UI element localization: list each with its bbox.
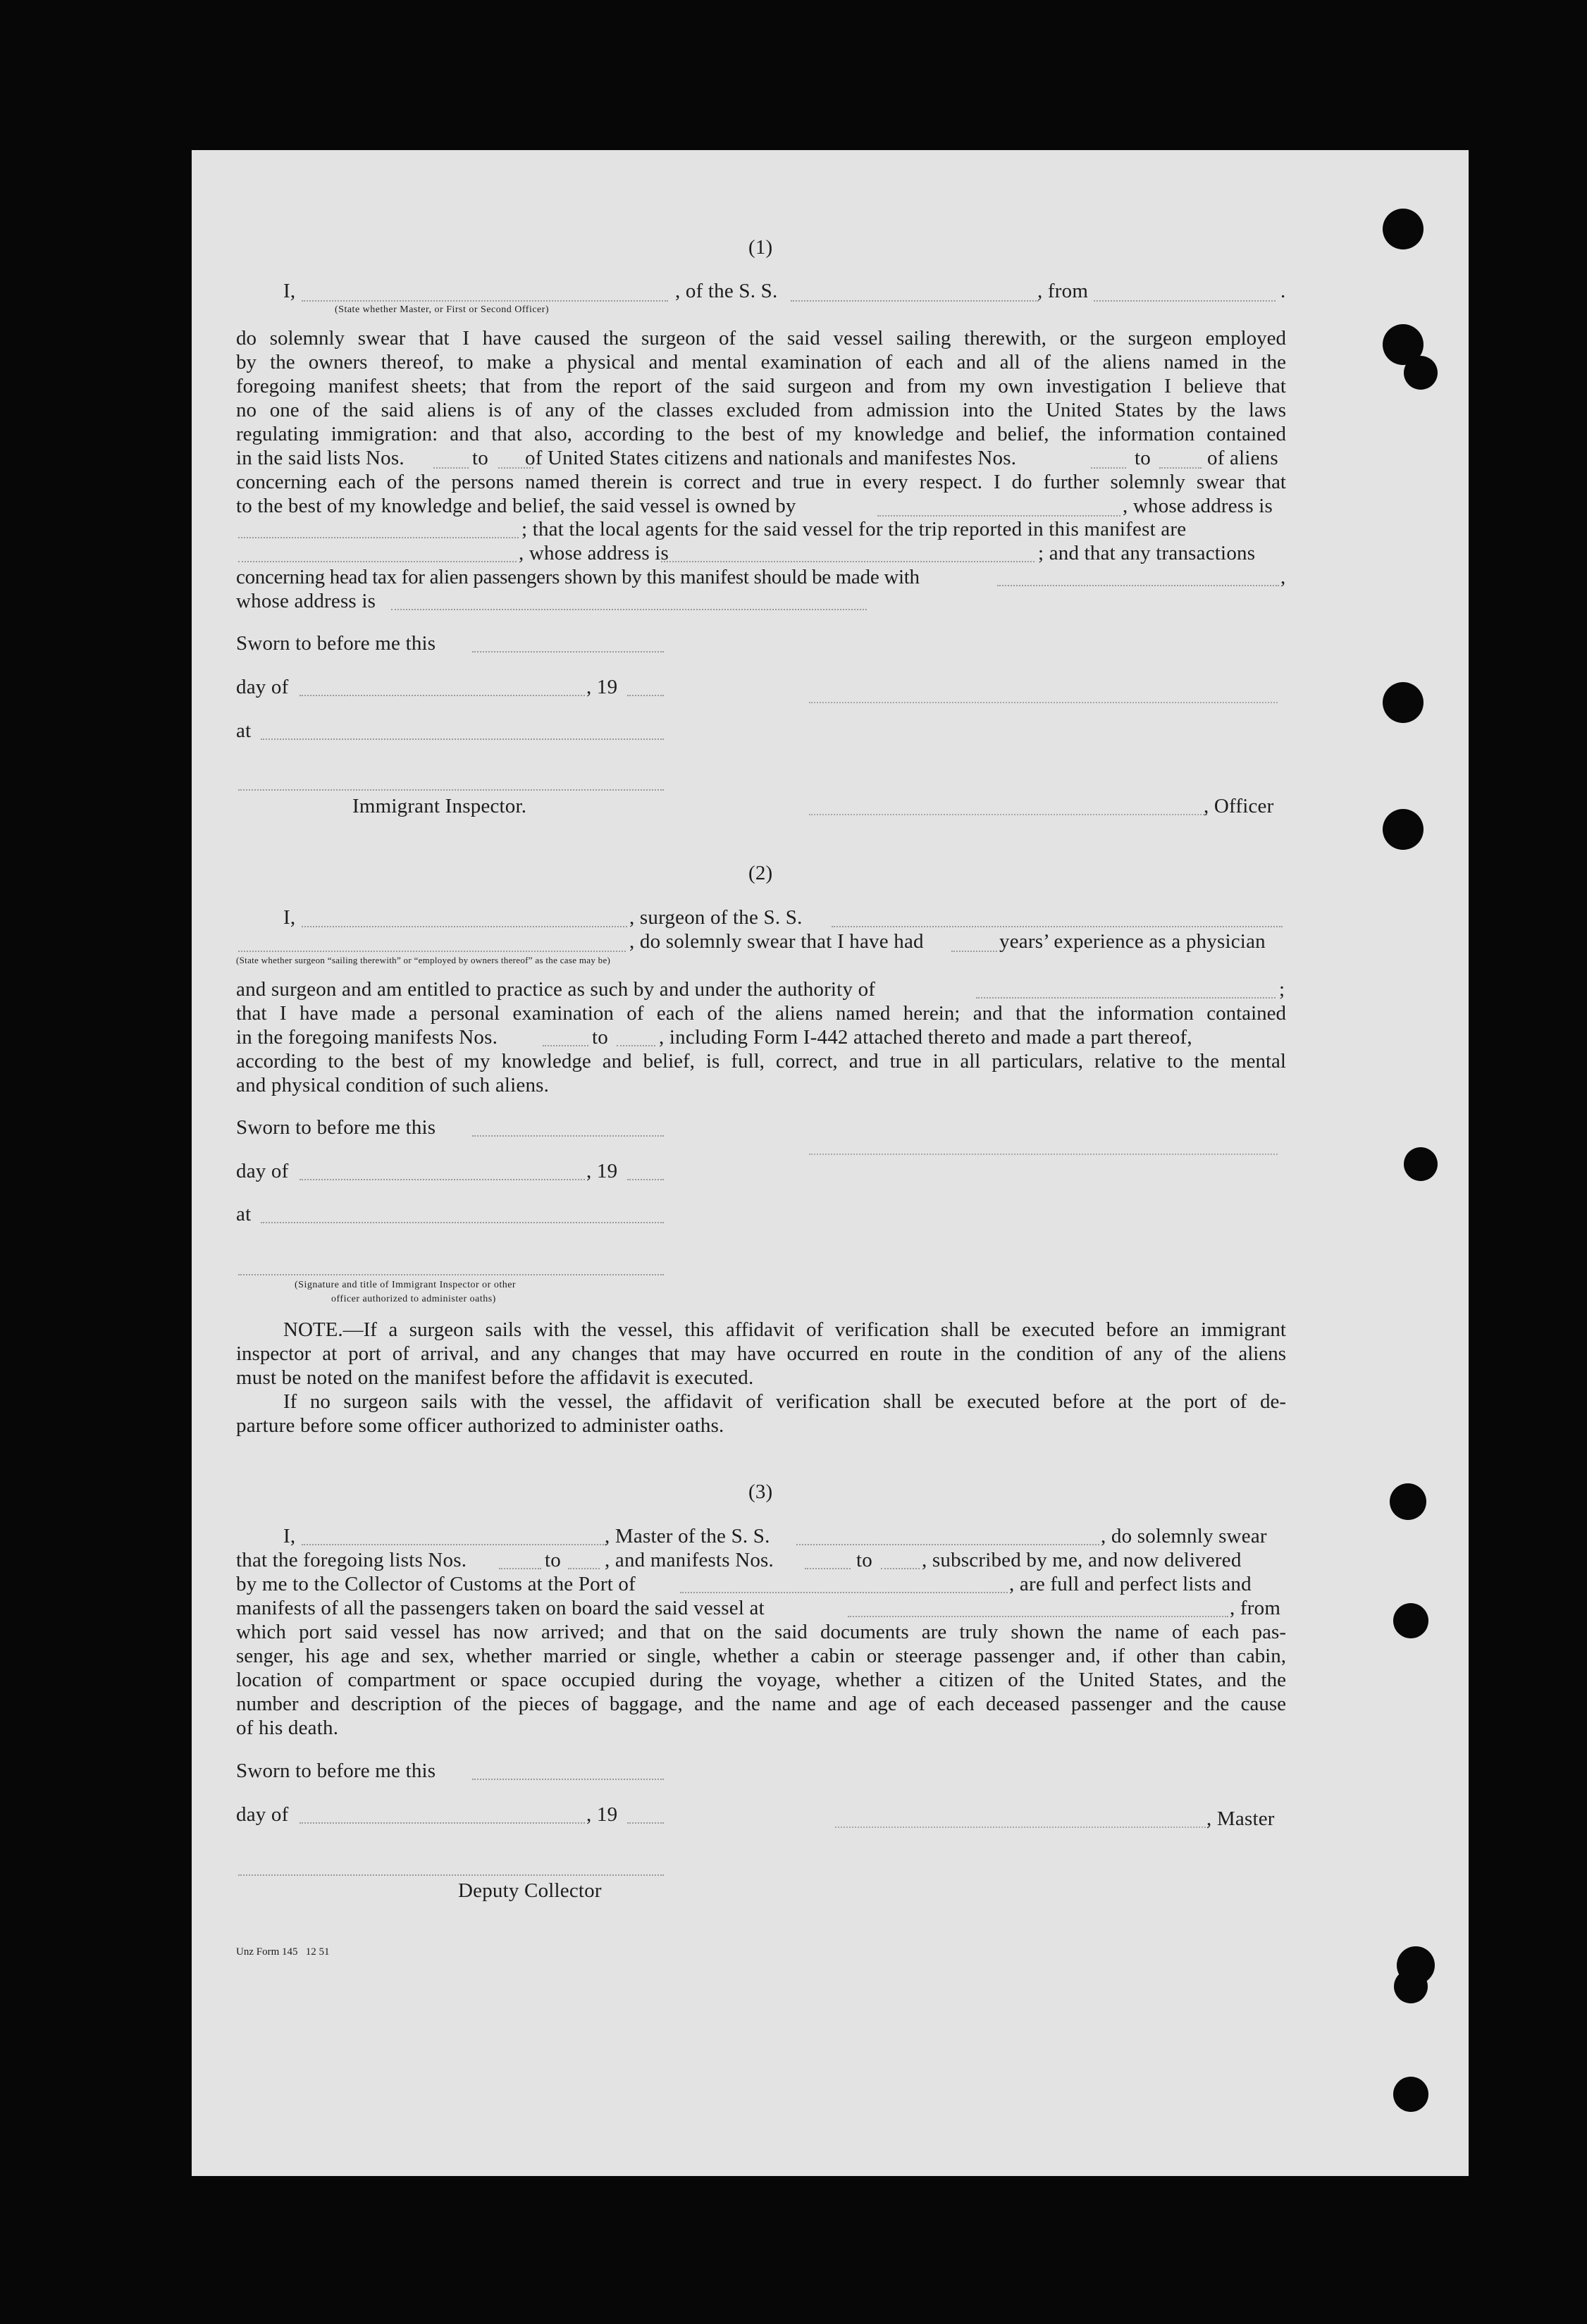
s2-surgeon-of: , surgeon of the S. S. — [629, 906, 803, 929]
s3-master-signature-line[interactable] — [835, 1827, 1209, 1828]
s1-intro: I, — [283, 280, 296, 302]
form-identifier: Unz Form 145 12 51 — [236, 1946, 330, 1958]
s2-note-line: parture before some officer authorized to administer oaths. — [236, 1414, 724, 1437]
s1-agents-field[interactable] — [238, 561, 517, 562]
s2-years-experience: years’ experience as a physician — [999, 930, 1266, 953]
s2-form-label: , including Form I-442 attached thereto and made a part thereof, — [659, 1026, 1192, 1049]
s1-officer-line[interactable] — [809, 814, 1207, 815]
s1-sworn-field[interactable] — [472, 651, 664, 653]
s1-paragraph-line: concerning each of the persons named therein is correct and true in every respect. I do further solemnly swear that — [236, 471, 1286, 493]
s3-manifests-to: to — [856, 1549, 872, 1571]
s3-embark-port-field[interactable] — [848, 1616, 1228, 1617]
punch-hole — [1404, 356, 1438, 390]
s3-year: , 19 — [586, 1803, 618, 1826]
s2-vessel-field[interactable] — [832, 926, 1283, 927]
s2-swear: , do solemnly swear that I have had — [629, 930, 924, 953]
s3-manifests-to-field[interactable] — [881, 1568, 920, 1569]
s3-day-field[interactable] — [300, 1822, 585, 1824]
s1-lists-label: in the said lists Nos. — [236, 447, 405, 469]
s1-head-tax-label: concerning head tax for alien passengers shown by this manifest should be made with — [236, 566, 920, 588]
s1-sworn: Sworn to before me this — [236, 632, 436, 655]
s1-year-field[interactable] — [627, 695, 664, 696]
s3-deputy-line[interactable] — [238, 1874, 664, 1876]
s1-agents-address-label: , whose address is — [519, 542, 669, 564]
s2-day-of: day of — [236, 1160, 289, 1182]
s3-paragraph-line: senger, his age and sex, whether married or single, whether a cabin or steerage passenger and, if other than cabin, — [236, 1645, 1286, 1667]
s1-manifests-to: to — [1135, 447, 1151, 469]
s1-of-aliens: of aliens — [1207, 447, 1278, 469]
punch-hole — [1383, 209, 1424, 249]
s3-paragraph-end: of his death. — [236, 1717, 339, 1739]
s1-inspector: Immigrant Inspector. — [352, 795, 527, 817]
s1-paragraph-line: do solemnly swear that I have caused the surgeon of the said vessel sailing therewith, or the surgeon employed — [236, 327, 1286, 350]
s1-owned-by-label: to the best of my knowledge and belief, the said vessel is owned by — [236, 495, 796, 517]
s3-vessel-field[interactable] — [796, 1544, 1099, 1545]
s1-paragraph-line: foregoing manifest sheets; that from the report of the said surgeon and from my own investigation I believe that — [236, 375, 1286, 397]
s3-lists-from-field[interactable] — [499, 1568, 541, 1569]
s3-master-of: , Master of the S. S. — [605, 1525, 770, 1547]
s1-at: at — [236, 719, 252, 742]
s1-citizens-label: of United States citizens and nationals and manifestes Nos. — [525, 447, 1017, 469]
section-1-number: (1) — [748, 236, 773, 259]
s3-lists-label: that the foregoing lists Nos. — [236, 1549, 467, 1571]
punch-hole — [1393, 1603, 1428, 1638]
s2-years-field[interactable] — [951, 951, 997, 952]
s2-manifests-to-field[interactable] — [617, 1045, 655, 1046]
s2-intro: I, — [283, 906, 296, 929]
s2-signature-note: (Signature and title of Immigrant Inspector or other — [295, 1280, 517, 1290]
s1-paragraph-line: by the owners thereof, to make a physical and mental examination of each and all of the aliens named in the — [236, 351, 1286, 373]
s3-taken-on-board: manifests of all the passengers taken on board the said vessel at — [236, 1597, 765, 1619]
s3-lists-to: to — [545, 1549, 561, 1571]
s1-head-tax-address-field[interactable] — [391, 609, 867, 610]
s2-at: at — [236, 1203, 252, 1225]
s3-paragraph-line: number and description of the pieces of baggage, and the name and age of each deceased passenger and the cause — [236, 1693, 1286, 1715]
s1-owner-field[interactable] — [877, 515, 1120, 517]
s3-manifests-label: , and manifests Nos. — [605, 1549, 774, 1571]
s2-manifests-label: in the foregoing manifests Nos. — [236, 1026, 498, 1049]
s3-paragraph-line: location of compartment or space occupied during the voyage, whether a citizen of the United States, and the — [236, 1669, 1286, 1691]
s3-paragraph-line: which port said vessel has now arrived; and that on the said documents are truly shown the name of each pas- — [236, 1621, 1286, 1643]
s2-paragraph-line: that I have made a personal examination of each of the aliens named herein; and that the information contained — [236, 1002, 1286, 1025]
s1-of-the-ss: , of the S. S. — [675, 280, 778, 302]
s1-agents-label: ; that the local agents for the said vessel for the trip reported in this manifest are — [521, 518, 1187, 540]
s2-manifests-from-field[interactable] — [543, 1045, 588, 1046]
s2-authority-label: and surgeon and am entitled to practice as such by and under the authority of — [236, 978, 876, 1001]
section-2-number: (2) — [748, 862, 773, 884]
s1-agents-address-field[interactable] — [661, 561, 1035, 562]
s3-deputy-collector: Deputy Collector — [458, 1879, 602, 1902]
s2-signature-line[interactable] — [809, 1154, 1278, 1155]
punch-hole — [1394, 1970, 1428, 2003]
s3-from: , from — [1230, 1597, 1281, 1619]
s1-owner-address-label: , whose address is — [1123, 495, 1273, 517]
s2-paragraph-end: and physical condition of such aliens. — [236, 1074, 550, 1096]
s1-lists-to: to — [472, 447, 488, 469]
s1-owner-address-field[interactable] — [238, 537, 519, 538]
s2-note-line: NOTE.—If a surgeon sails with the vessel, this affidavit of verification shall be executed before an immigrant — [283, 1318, 1286, 1341]
s3-lists-to-field[interactable] — [568, 1568, 600, 1569]
s1-paragraph-line: regulating immigration: and that also, according to the best of my knowledge and belief, the information contained — [236, 423, 1286, 445]
s2-surgeon-name-field[interactable] — [302, 926, 627, 927]
s1-head-tax-field[interactable] — [997, 585, 1279, 586]
s2-year: , 19 — [586, 1160, 618, 1182]
s1-officer-name-field[interactable] — [302, 300, 668, 302]
s3-intro: I, — [283, 1525, 296, 1547]
s3-full-lists: , are full and perfect lists and — [1009, 1573, 1252, 1595]
s1-day-of: day of — [236, 676, 289, 698]
s1-signature-line[interactable] — [809, 702, 1278, 703]
s2-surgeon-note: (State whether surgeon “sailing therewith” or “employed by owners thereof” as the case may be) — [236, 955, 611, 965]
s1-from-field[interactable] — [1094, 300, 1276, 302]
s2-year-field[interactable] — [627, 1179, 664, 1180]
s1-manifests-from-field[interactable] — [1091, 467, 1126, 469]
punch-hole — [1383, 809, 1424, 850]
s1-day-field[interactable] — [300, 695, 585, 696]
s1-whose-address-label: whose address is — [236, 590, 376, 612]
s1-year: , 19 — [586, 676, 618, 698]
s1-at-field[interactable] — [261, 738, 664, 740]
s3-subscribed: , subscribed by me, and now delivered — [922, 1549, 1242, 1571]
s1-inspector-line[interactable] — [238, 789, 664, 791]
s3-master: , Master — [1206, 1807, 1275, 1830]
s2-note-line: If no surgeon sails with the vessel, the affidavit of verification shall be executed before at the port of de- — [283, 1390, 1286, 1413]
punch-hole — [1390, 1483, 1426, 1520]
s1-officer: , Officer — [1204, 795, 1274, 817]
s2-surgeon-type-field[interactable] — [238, 951, 626, 952]
s3-sworn-field[interactable] — [472, 1779, 664, 1780]
s3-manifests-from-field[interactable] — [805, 1568, 851, 1569]
punch-hole — [1383, 682, 1424, 723]
s3-port-label: by me to the Collector of Customs at the Port of — [236, 1573, 636, 1595]
s2-semicolon: ; — [1279, 978, 1285, 1001]
s2-inspector-signature-line[interactable] — [238, 1274, 664, 1275]
punch-hole — [1393, 2077, 1428, 2112]
s2-day-field[interactable] — [300, 1179, 585, 1180]
s2-note-line: inspector at port of arrival, and any changes that may have occurred en route in the condition of any of the aliens — [236, 1342, 1286, 1365]
s1-from: , from — [1037, 280, 1089, 302]
s2-paragraph-line: according to the best of my knowledge and belief, is full, correct, and true in all particulars, relative to the mental — [236, 1050, 1286, 1073]
s2-at-field[interactable] — [261, 1222, 664, 1223]
section-3-number: (3) — [748, 1481, 773, 1503]
s1-lists-from-field[interactable] — [433, 467, 469, 469]
s2-note-line: must be noted on the manifest before the affidavit is executed. — [236, 1366, 754, 1389]
s1-officer-note: (State whether Master, or First or Second Officer) — [335, 304, 550, 315]
s3-master-name-field[interactable] — [302, 1544, 606, 1545]
s2-authority-field[interactable] — [976, 997, 1276, 999]
s3-day-of: day of — [236, 1803, 289, 1826]
s3-sworn: Sworn to before me this — [236, 1760, 436, 1782]
s1-manifests-to-field[interactable] — [1159, 467, 1202, 469]
s3-swear: , do solemnly swear — [1101, 1525, 1267, 1547]
s2-manifests-to: to — [592, 1026, 608, 1049]
s1-comma: , — [1280, 566, 1286, 588]
s2-sworn: Sworn to before me this — [236, 1116, 436, 1139]
punch-hole — [1404, 1147, 1438, 1181]
s3-year-field[interactable] — [627, 1822, 664, 1824]
s3-port-field[interactable] — [680, 1592, 1008, 1593]
s2-signature-note: officer authorized to administer oaths) — [331, 1294, 496, 1304]
s1-period: . — [1280, 280, 1286, 302]
s1-paragraph-line: no one of the said aliens is of any of the classes excluded from admission into the United States by the laws — [236, 399, 1286, 421]
s1-vessel-field[interactable] — [791, 300, 1039, 302]
s2-sworn-field[interactable] — [472, 1135, 664, 1137]
s1-transactions-label: ; and that any transactions — [1038, 542, 1256, 564]
